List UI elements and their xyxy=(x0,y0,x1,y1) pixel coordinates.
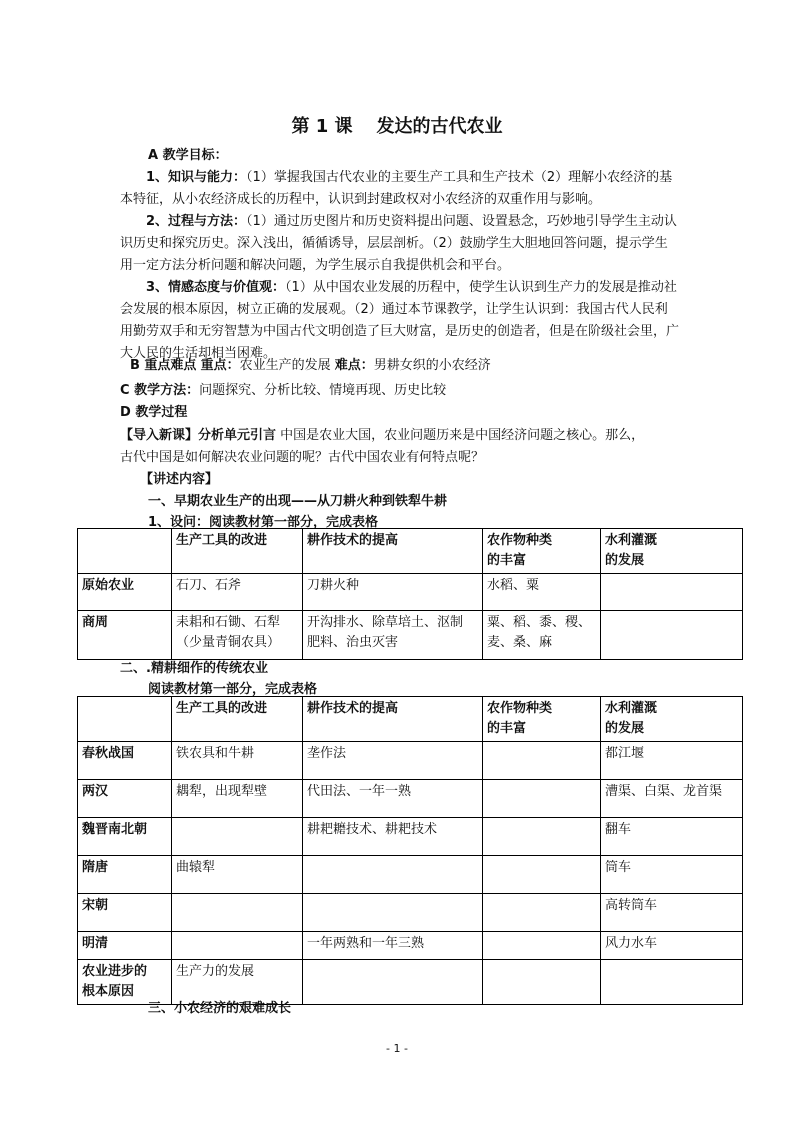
table-cell: 耒耜和石锄、石犁 （少量青铜农具） xyxy=(172,611,303,660)
table-row xyxy=(78,818,743,856)
goal-3-text: （1）从中国农业发展的历程中，使学生认识到生产力的发展是推动社会发展的根本原因，树立正确的发展观。（2）通过本节课教学，让学生认识到：我国古代人民利用勤劳双手和无穷智慧为中国古代文明创造了巨大财富，是历史的创造者，但是在阶级社会里，广大人民的生活却相当困难。 xyxy=(120,280,680,361)
table-cell xyxy=(303,960,483,1005)
table-cell: 高转筒车 xyxy=(601,894,743,932)
difficulty-label: 难点： xyxy=(334,358,374,373)
key-points-label: B 重点难点 xyxy=(130,358,197,373)
column-header xyxy=(78,697,172,742)
table-cell: 刀耕火种 xyxy=(303,574,483,611)
table-cell: 漕渠、白渠、龙首渠 xyxy=(601,780,743,818)
intro-line-2: 古代中国是如何解决农业问题的呢？古代中国农业有何特点呢？ xyxy=(120,450,485,465)
table-cell: 都江堰 xyxy=(601,742,743,780)
table-cell: 生产力的发展 xyxy=(172,960,303,1005)
lesson-number: 第 1 课 xyxy=(291,116,353,137)
column-header: 农作物种类 的丰富 xyxy=(483,529,601,574)
table-cell xyxy=(483,856,601,894)
table-cell: 一年两熟和一年三熟 xyxy=(303,932,483,960)
table-cell: 垄作法 xyxy=(303,742,483,780)
row-header: 春秋战国 xyxy=(78,742,172,780)
row-header: 农业进步的 根本原因 xyxy=(78,960,172,1005)
intro-label-2: 分析单元引言 xyxy=(198,428,277,443)
table-cell: 石刀、石斧 xyxy=(172,574,303,611)
intro-label: 【导入新课】 xyxy=(120,428,199,443)
table-cell xyxy=(172,932,303,960)
page-title xyxy=(0,112,794,138)
key-points xyxy=(130,355,491,377)
table-row xyxy=(78,856,743,894)
table-cell: 开沟排水、除草培土、沤制 肥料、治虫灭害 xyxy=(303,611,483,660)
goal-2-text: （1）通过历史图片和历史资料提出问题、设置悬念，巧妙地引导学生主动认识历史和探究历史。深入浅出，循循诱导，层层剖析。（2）鼓励学生大胆地回答问题，提示学生用一定方法分析问题和解决问题，为学生展示自我提供机会和平台。 xyxy=(120,214,677,273)
table-cell: 筒车 xyxy=(601,856,743,894)
table-cell xyxy=(601,574,743,611)
row-header: 隋唐 xyxy=(78,856,172,894)
process-heading: D 教学过程 xyxy=(120,405,188,420)
table-2 xyxy=(77,696,743,1005)
column-header: 水利灌溉 的发展 xyxy=(601,529,743,574)
section-1-heading: 一、早期农业生产的出现——从刀耕火种到铁犁牛耕 xyxy=(148,494,448,509)
column-header: 耕作技术的提高 xyxy=(303,529,483,574)
table-cell: 水稻、粟 xyxy=(483,574,601,611)
table-row xyxy=(78,742,743,780)
table-cell xyxy=(172,894,303,932)
row-header: 商周 xyxy=(78,611,172,660)
column-header: 耕作技术的提高 xyxy=(303,697,483,742)
table-cell xyxy=(303,856,483,894)
goal-paragraph-2 xyxy=(120,211,680,277)
goal-paragraph-3 xyxy=(120,277,680,365)
table-cell: 曲辕犁 xyxy=(172,856,303,894)
table-cell xyxy=(483,818,601,856)
methods-text: 问题探究、分析比较、情境再现、历史比较 xyxy=(199,383,447,398)
table-row xyxy=(78,894,743,932)
table-cell xyxy=(483,960,601,1005)
table-cell: 粟、稻、黍、稷、 麦、桑、麻 xyxy=(483,611,601,660)
table-cell xyxy=(483,894,601,932)
table-row xyxy=(78,780,743,818)
page-number: - 1 - xyxy=(386,1042,408,1055)
section-3-heading: 三、小农经济的艰难成长 xyxy=(148,1001,292,1016)
row-header: 宋朝 xyxy=(78,894,172,932)
table-cell: 风力水车 xyxy=(601,932,743,960)
row-header: 明清 xyxy=(78,932,172,960)
section-2-sub: 阅读教材第一部分，完成表格 xyxy=(148,682,318,697)
intro-text: 中国是农业大国，农业问题历来是中国经济问题之核心。那么， xyxy=(280,428,645,443)
table-row xyxy=(78,932,743,960)
table-cell: 代田法、一年一熟 xyxy=(303,780,483,818)
table-row xyxy=(78,611,743,660)
row-header: 两汉 xyxy=(78,780,172,818)
row-header: 魏晋南北朝 xyxy=(78,818,172,856)
table-header-row xyxy=(78,529,743,574)
table-cell xyxy=(601,611,743,660)
column-header xyxy=(78,529,172,574)
key-label: 重点： xyxy=(200,358,240,373)
table-cell xyxy=(483,780,601,818)
table-cell xyxy=(172,818,303,856)
table-header-row xyxy=(78,697,743,742)
difficulty-text: 男耕女织的小农经济 xyxy=(373,358,491,373)
goal-1-text: （1）掌握我国古代农业的主要生产工具和生产技术（2）理解小农经济的基本特征，从小农经济成长的历程中，认识到封建政权对小农经济的双重作用与影响。 xyxy=(120,170,673,207)
column-header: 生产工具的改进 xyxy=(172,529,303,574)
methods-label: C 教学方法： xyxy=(120,383,200,398)
goal-3-label: 3、情感态度与价值观： xyxy=(146,280,286,295)
table-cell: 翻车 xyxy=(601,818,743,856)
table-cell xyxy=(483,742,601,780)
goals-heading: A 教学目标： xyxy=(148,148,228,163)
goal-2-label: 2、过程与方法： xyxy=(146,214,247,229)
table-row xyxy=(78,574,743,611)
section-2-heading: 二、.精耕细作的传统农业 xyxy=(120,661,268,676)
table-cell xyxy=(483,932,601,960)
key-text: 农业生产的发展 xyxy=(239,358,331,373)
goal-paragraph-1 xyxy=(120,167,680,211)
lecture-heading: 【讲述内容】 xyxy=(140,472,219,487)
goal-1-label: 1、知识与能力： xyxy=(146,170,247,185)
section-1-sub: 1、设问：阅读教材第一部分，完成表格 xyxy=(148,515,379,530)
table-cell: 铁农具和牛耕 xyxy=(172,742,303,780)
table-cell: 耦犁，出现犁壁 xyxy=(172,780,303,818)
table-cell: 耕耙耱技术、耕耙技术 xyxy=(303,818,483,856)
row-header: 原始农业 xyxy=(78,574,172,611)
column-header: 农作物种类 的丰富 xyxy=(483,697,601,742)
intro-line-1 xyxy=(120,425,680,447)
table-cell xyxy=(601,960,743,1005)
lesson-name: 发达的古代农业 xyxy=(376,116,503,137)
table-cell xyxy=(303,894,483,932)
column-header: 生产工具的改进 xyxy=(172,697,303,742)
column-header: 水利灌溉 的发展 xyxy=(601,697,743,742)
methods xyxy=(120,380,446,402)
table-1 xyxy=(77,528,743,660)
